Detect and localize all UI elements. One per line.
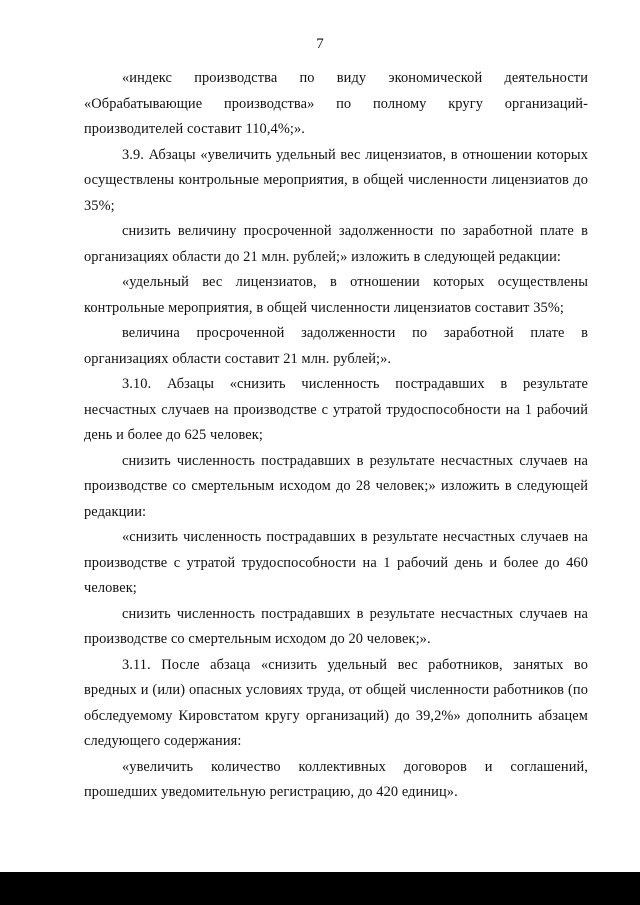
paragraph: «увеличить количество коллективных договоров и соглашений, прошедших уведомительную регистрацию, до 420 единиц». (84, 758, 588, 800)
paragraph: 3.10. Абзацы «снизить численность пострадавших в результате несчастных случаев на производстве с утратой трудоспособности на 1 рабочий день и более до 625 человек; (84, 376, 588, 443)
document-body (84, 66, 588, 806)
paragraph: снизить численность пострадавших в результате несчастных случаев на производстве со смертельным исходом до 20 человек;». (84, 605, 588, 647)
scan-bottom-border (0, 872, 640, 905)
paragraph: величина просроченной задолженности по заработной плате в организациях области составит 21 млн. рублей;». (84, 325, 588, 367)
paragraph: «индекс производства по виду экономической деятельности «Обрабатывающие производства» по полному кругу организаций-производителей составит 110,4%;». (84, 70, 588, 137)
paragraph: «удельный вес лицензиатов, в отношении которых осуществлены контрольные мероприятия, в общей численности лицензиатов составит 35%; (84, 274, 588, 316)
paragraph: 3.11. После абзаца «снизить удельный вес работников, занятых во вредных и (или) опасных условиях труда, от общей численности работников (по обследуемому Кировстатом кругу организаций) до 39,2%» дополнить абзацем следующего содержания: (84, 656, 588, 749)
paragraph: снизить численность пострадавших в результате несчастных случаев на производстве со смертельным исходом до 28 человек;» изложить в следующей редакции: (84, 452, 588, 520)
page-number: 7 (316, 36, 324, 52)
paragraph: снизить величину просроченной задолженности по заработной плате в организациях области до 21 млн. рублей;» изложить в следующей редакции: (84, 223, 588, 265)
paragraph: 3.9. Абзацы «увеличить удельный вес лицензиатов, в отношении которых осуществлены контрольные мероприятия, в общей численности лицензиатов до 35%; (84, 146, 588, 214)
paragraph: «снизить численность пострадавших в результате несчастных случаев на производстве с утратой трудоспособности на 1 рабочий день и более до 460 человек; (84, 529, 588, 596)
